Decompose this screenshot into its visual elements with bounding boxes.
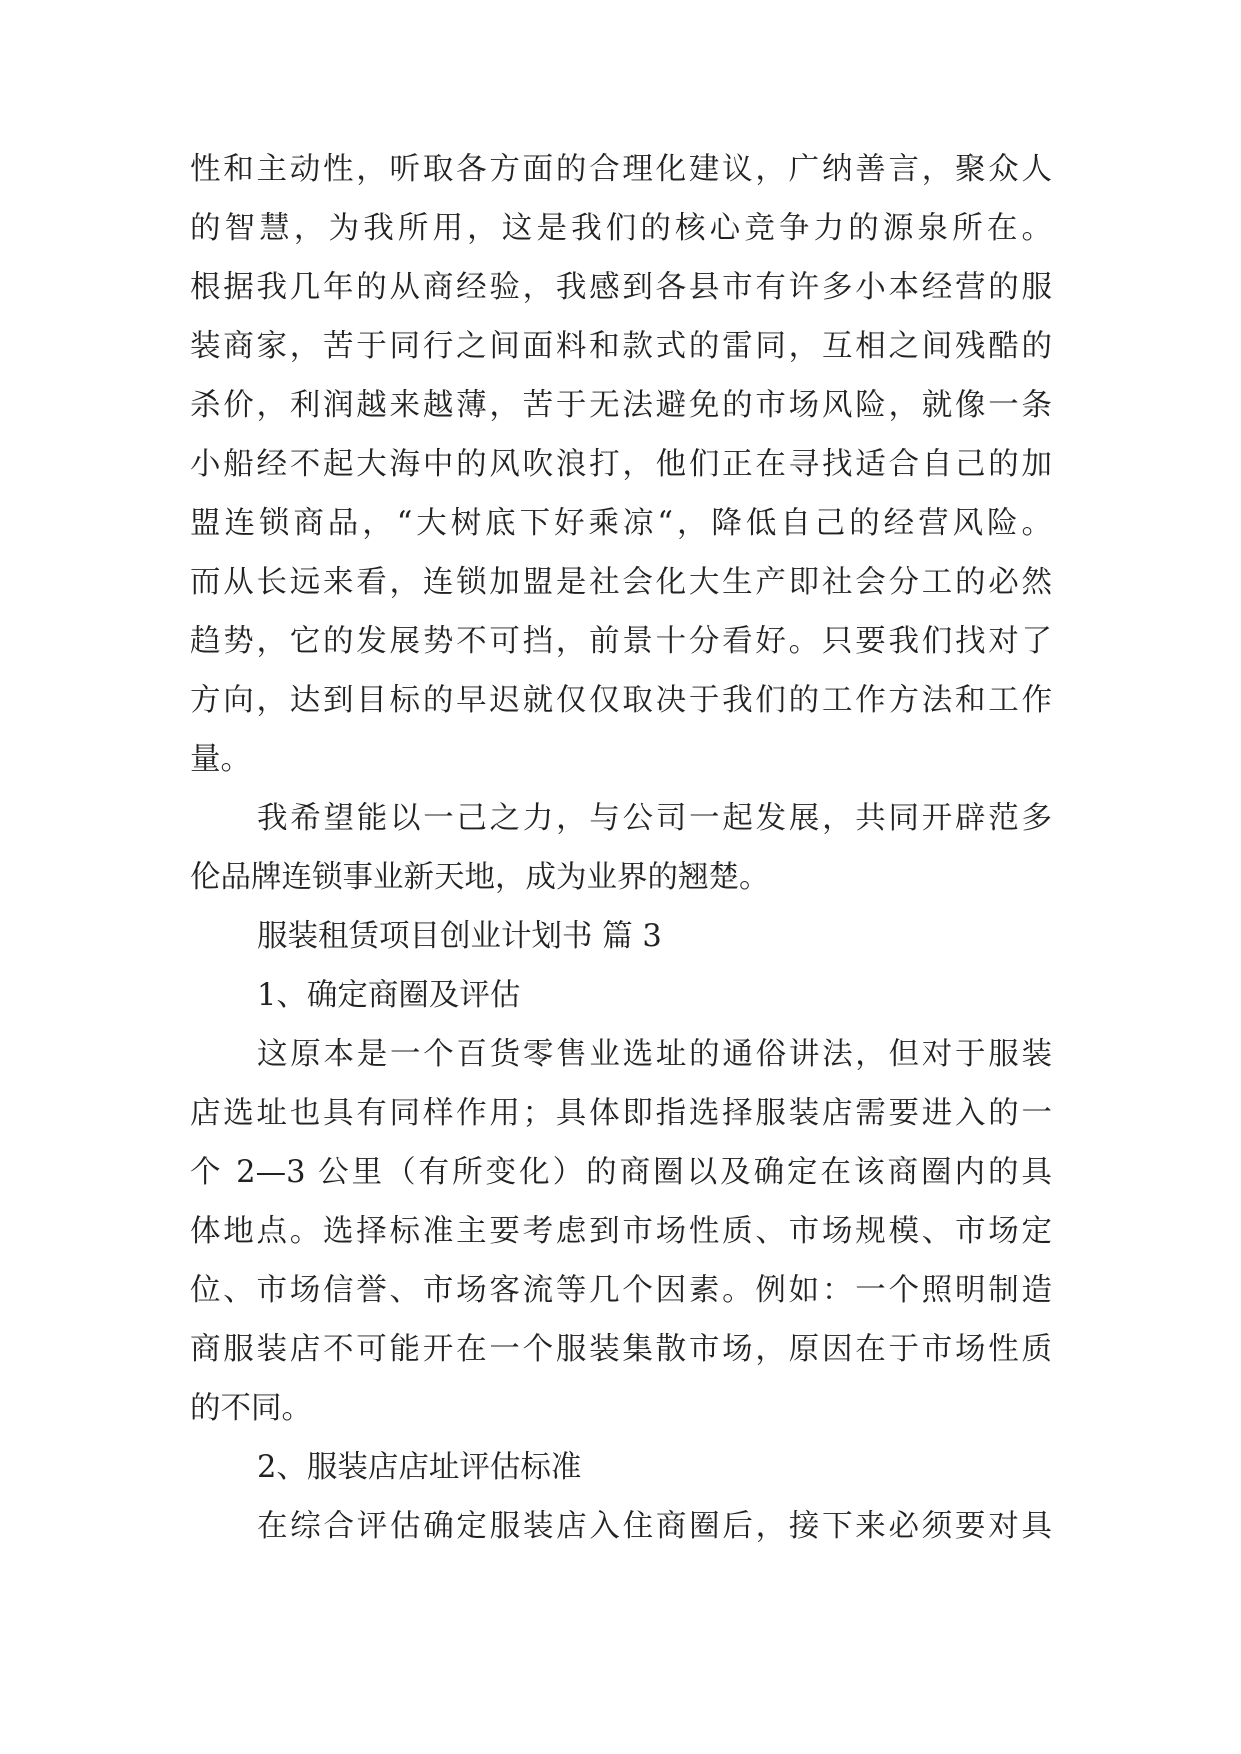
paragraph-line: 性和主动性，听取各方面的合理化建议，广纳善言，聚众人 [190, 152, 1052, 187]
paragraph-line: 我希望能以一己之力，与公司一起发展，共同开辟范多 [257, 801, 1052, 836]
subsection-heading: 2、服装店店址评估标准 [257, 1450, 582, 1485]
paragraph-line: 装商家，苦于同行之间面料和款式的雷同，互相之间残酷的 [190, 329, 1052, 364]
paragraph-line: 在综合评估确定服装店入住商圈后，接下来必须要对具 [257, 1509, 1052, 1544]
paragraph-line: 而从长远来看，连锁加盟是社会化大生产即社会分工的必然 [190, 565, 1052, 600]
paragraph-line: 的智慧，为我所用，这是我们的核心竞争力的源泉所在。 [190, 211, 1052, 246]
paragraph-line: 盟连锁商品，“大树底下好乘凉“，降低自己的经营风险。 [190, 506, 1052, 541]
paragraph-line: 商服装店不可能开在一个服装集散市场，原因在于市场性质 [190, 1332, 1052, 1367]
paragraph-line: 位、市场信誉、市场客流等几个因素。例如：一个照明制造 [190, 1273, 1052, 1308]
subsection-heading: 1、确定商圈及评估 [257, 978, 521, 1013]
paragraph-line: 方向，达到目标的早迟就仅仅取决于我们的工作方法和工作 [190, 683, 1052, 718]
paragraph-line: 伦品牌连锁事业新天地，成为业界的翘楚。 [190, 860, 770, 895]
paragraph-line: 量。 [190, 742, 251, 777]
paragraph-line: 小船经不起大海中的风吹浪打，他们正在寻找适合自己的加 [190, 447, 1052, 482]
paragraph-line: 趋势，它的发展势不可挡，前景十分看好。只要我们找对了 [190, 624, 1052, 659]
paragraph-line: 体地点。选择标准主要考虑到市场性质、市场规模、市场定 [190, 1214, 1052, 1249]
paragraph-line: 根据我几年的从商经验，我感到各县市有许多小本经营的服 [190, 270, 1052, 305]
paragraph-line: 杀价，利润越来越薄，苦于无法避免的市场风险，就像一条 [190, 388, 1052, 423]
paragraph-line: 的不同。 [190, 1391, 312, 1426]
paragraph-line: 店选址也具有同样作用；具体即指选择服装店需要进入的一 [190, 1096, 1052, 1131]
paragraph-line: 个 2—3 公里（有所变化）的商圈以及确定在该商圈内的具 [190, 1155, 1052, 1190]
section-heading: 服装租赁项目创业计划书 篇 3 [257, 919, 662, 954]
paragraph-line: 这原本是一个百货零售业选址的通俗讲法，但对于服装 [257, 1037, 1052, 1072]
